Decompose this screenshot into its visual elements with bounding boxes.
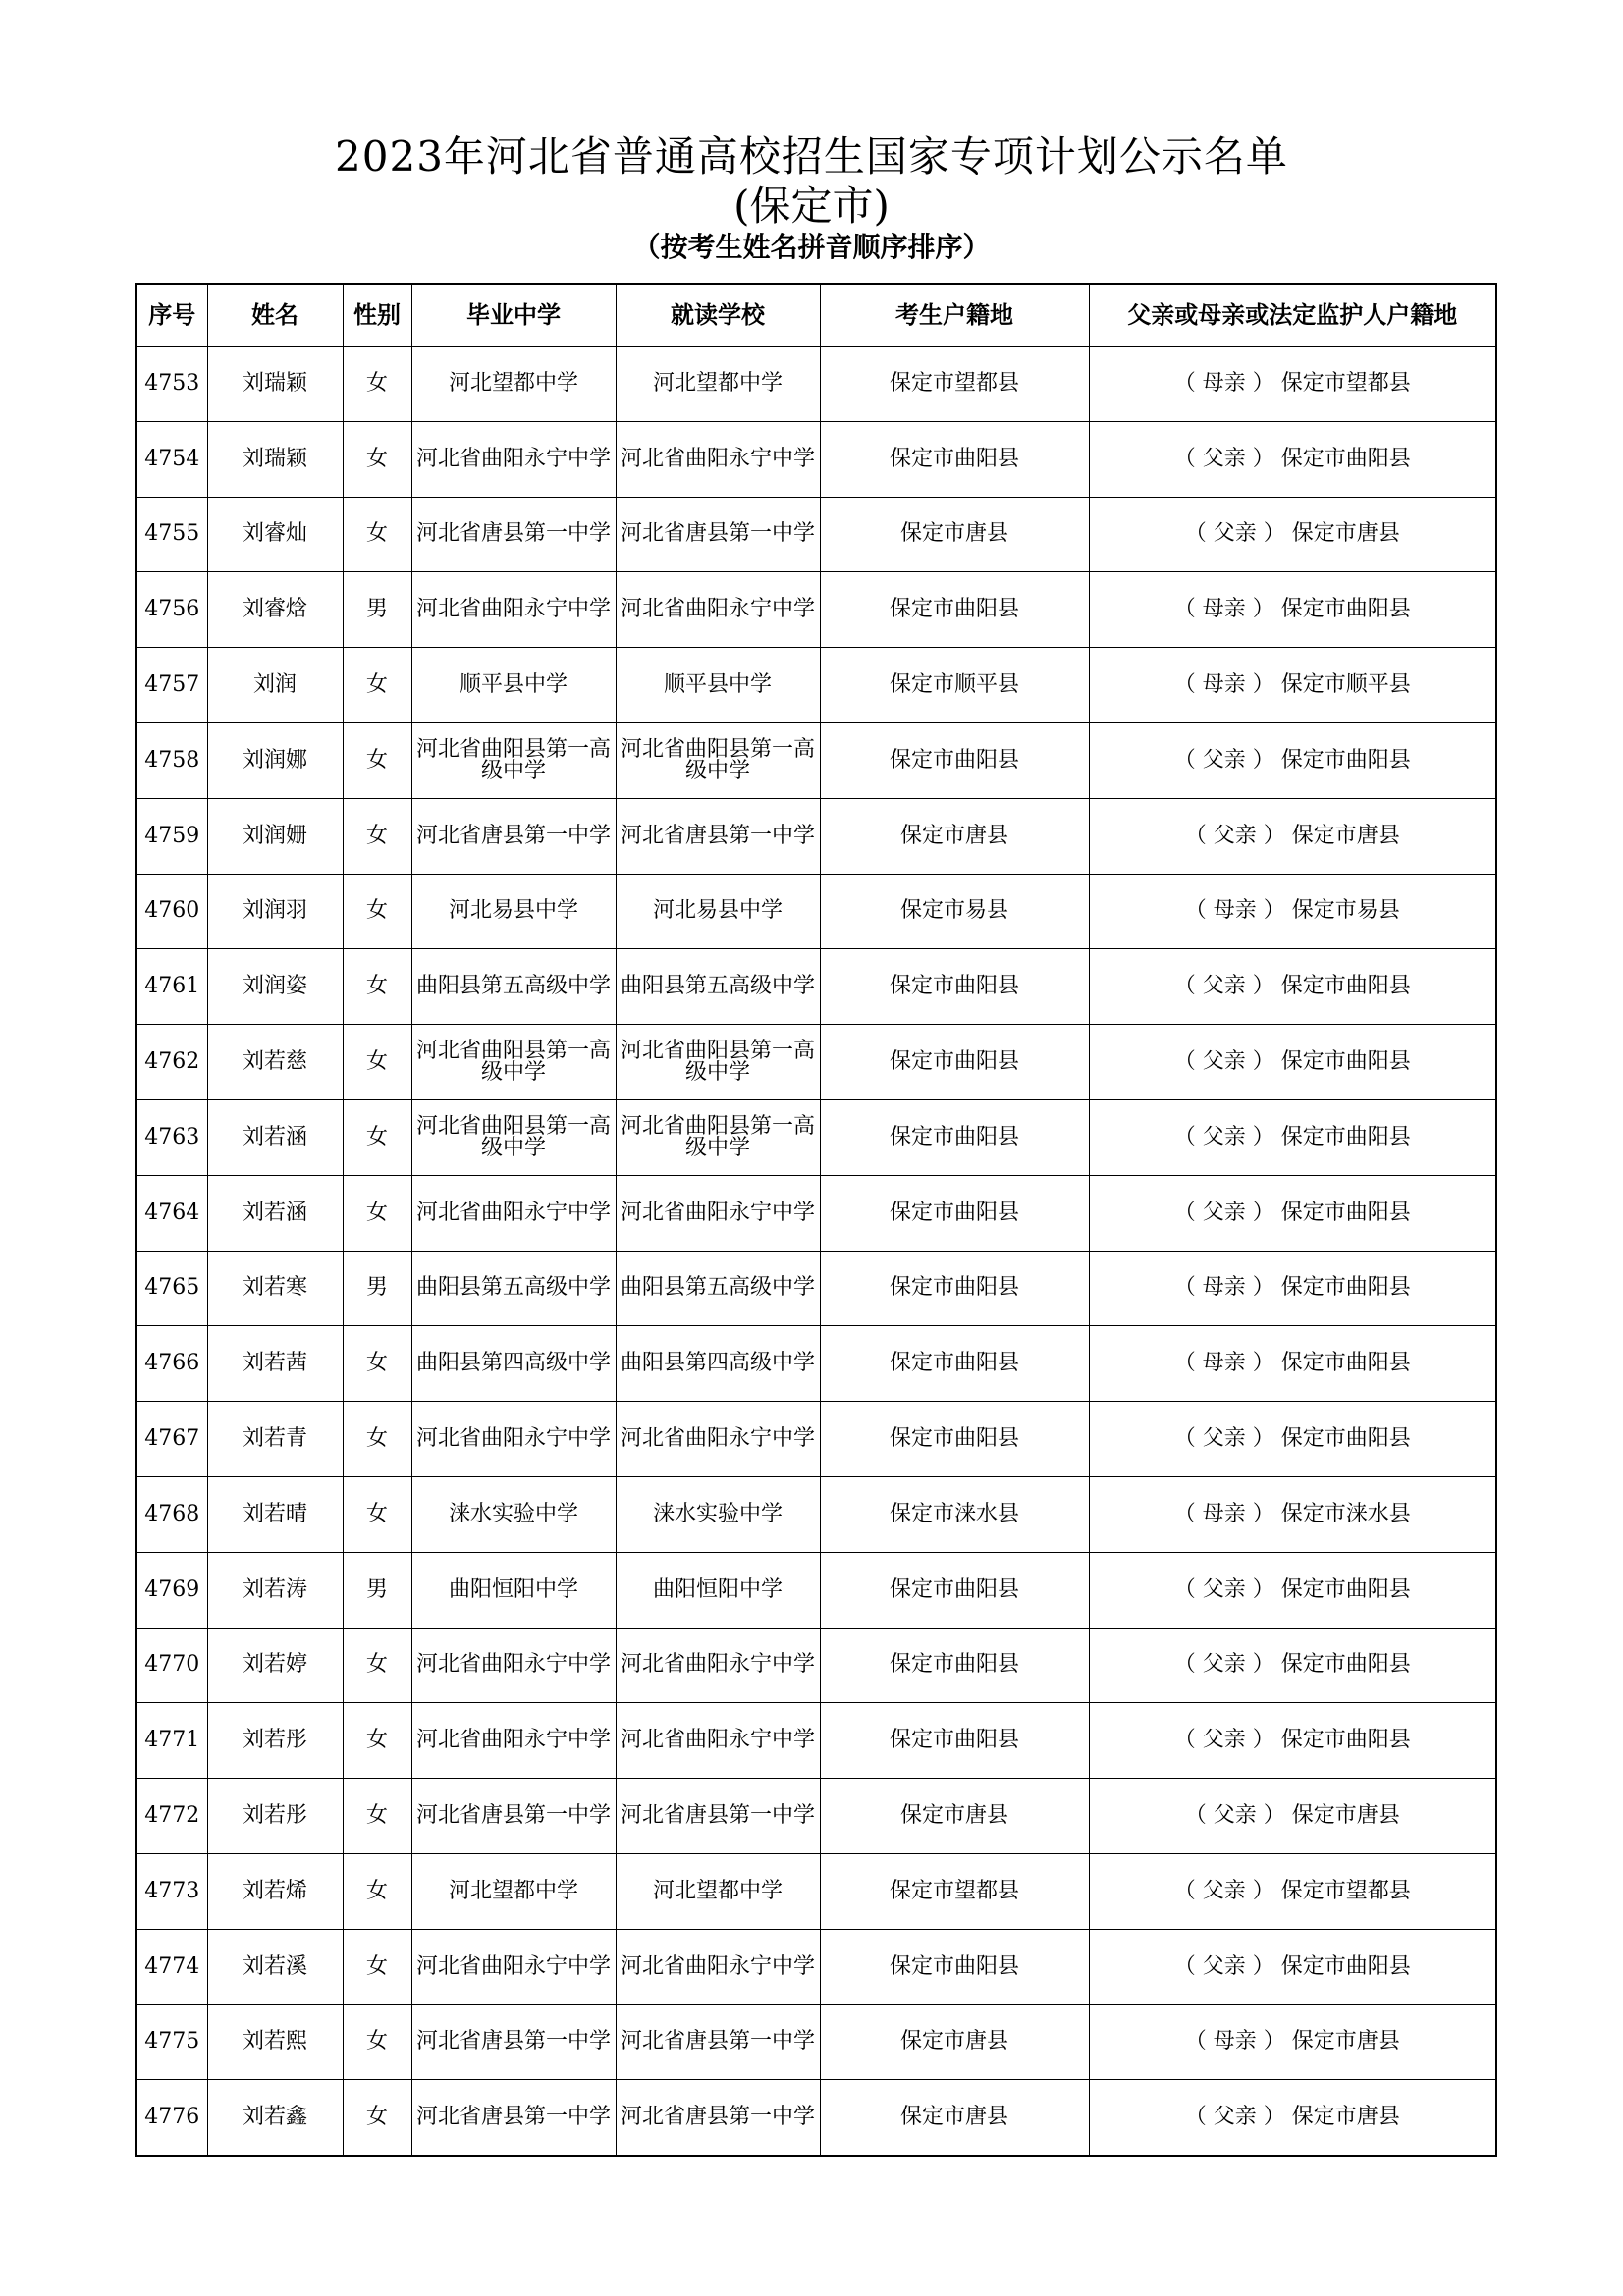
cell-hukou: 保定市曲阳县 <box>820 1628 1089 1703</box>
table-row <box>136 572 1496 648</box>
table-row <box>136 347 1496 422</box>
cell-sex: 女 <box>343 1853 411 1929</box>
cell-guardian-hukou: （ 母亲 ） 保定市涞水县 <box>1089 1476 1496 1552</box>
table-row <box>136 497 1496 572</box>
table-row <box>136 2004 1496 2080</box>
cell-grad-school: 顺平县中学 <box>411 648 616 723</box>
table-row <box>136 949 1496 1025</box>
cell-current-school: 河北易县中学 <box>616 874 820 949</box>
cell-current-school: 河北省唐县第一中学 <box>616 2004 820 2080</box>
cell-grad-school: 河北省曲阳永宁中学 <box>411 1628 616 1703</box>
table-row <box>136 1099 1496 1175</box>
table-row <box>136 2080 1496 2156</box>
cell-name: 刘若涵 <box>207 1175 343 1251</box>
cell-name: 刘瑞颖 <box>207 421 343 497</box>
cell-hukou: 保定市曲阳县 <box>820 572 1089 648</box>
cell-name: 刘润姗 <box>207 798 343 874</box>
cell-hukou: 保定市曲阳县 <box>820 1175 1089 1251</box>
cell-current-school: 河北省曲阳县第一高级中学 <box>616 1099 820 1175</box>
page-title: 2023年河北省普通高校招生国家专项计划公示名单 <box>335 133 1288 181</box>
cell-guardian-hukou: （ 父亲 ） 保定市唐县 <box>1089 2080 1496 2156</box>
header-guardian-hukou: 父亲或母亲或法定监护人户籍地 <box>1089 284 1496 347</box>
cell-no: 4763 <box>136 1099 207 1175</box>
table-row <box>136 1251 1496 1326</box>
cell-name: 刘若烯 <box>207 1853 343 1929</box>
cell-sex: 女 <box>343 2004 411 2080</box>
cell-grad-school: 河北省曲阳永宁中学 <box>411 1703 616 1779</box>
cell-sex: 女 <box>343 949 411 1025</box>
cell-hukou: 保定市曲阳县 <box>820 1552 1089 1628</box>
cell-grad-school: 曲阳县第五高级中学 <box>411 1251 616 1326</box>
cell-name: 刘若寒 <box>207 1251 343 1326</box>
cell-grad-school: 河北省曲阳县第一高级中学 <box>411 722 616 798</box>
cell-hukou: 保定市曲阳县 <box>820 722 1089 798</box>
cell-grad-school: 河北省曲阳永宁中学 <box>411 1402 616 1477</box>
cell-current-school: 曲阳县第四高级中学 <box>616 1326 820 1402</box>
cell-current-school: 河北省曲阳永宁中学 <box>616 1402 820 1477</box>
cell-no: 4764 <box>136 1175 207 1251</box>
cell-grad-school: 河北省唐县第一中学 <box>411 2004 616 2080</box>
cell-sex: 女 <box>343 421 411 497</box>
table-row <box>136 1326 1496 1402</box>
cell-current-school: 河北省曲阳永宁中学 <box>616 1628 820 1703</box>
cell-sex: 女 <box>343 497 411 572</box>
cell-guardian-hukou: （ 母亲 ） 保定市易县 <box>1089 874 1496 949</box>
cell-hukou: 保定市曲阳县 <box>820 1703 1089 1779</box>
table-row <box>136 874 1496 949</box>
cell-name: 刘若茜 <box>207 1326 343 1402</box>
cell-name: 刘睿灿 <box>207 497 343 572</box>
cell-no: 4767 <box>136 1402 207 1477</box>
cell-name: 刘若青 <box>207 1402 343 1477</box>
table-row <box>136 722 1496 798</box>
cell-hukou: 保定市唐县 <box>820 497 1089 572</box>
header-name: 姓名 <box>207 284 343 347</box>
cell-sex: 女 <box>343 1402 411 1477</box>
cell-sex: 女 <box>343 1476 411 1552</box>
cell-hukou: 保定市曲阳县 <box>820 1402 1089 1477</box>
cell-current-school: 曲阳县第五高级中学 <box>616 1251 820 1326</box>
cell-hukou: 保定市曲阳县 <box>820 949 1089 1025</box>
cell-current-school: 河北省曲阳县第一高级中学 <box>616 1025 820 1100</box>
cell-guardian-hukou: （ 母亲 ） 保定市曲阳县 <box>1089 572 1496 648</box>
cell-guardian-hukou: （ 父亲 ） 保定市唐县 <box>1089 497 1496 572</box>
cell-hukou: 保定市曲阳县 <box>820 421 1089 497</box>
cell-no: 4757 <box>136 648 207 723</box>
table-row <box>136 1929 1496 2004</box>
cell-guardian-hukou: （ 母亲 ） 保定市曲阳县 <box>1089 1251 1496 1326</box>
cell-current-school: 曲阳恒阳中学 <box>616 1552 820 1628</box>
cell-guardian-hukou: （ 父亲 ） 保定市唐县 <box>1089 1779 1496 1854</box>
cell-current-school: 河北省曲阳永宁中学 <box>616 572 820 648</box>
cell-sex: 女 <box>343 1703 411 1779</box>
table-row <box>136 1025 1496 1100</box>
cell-name: 刘润娜 <box>207 722 343 798</box>
page-subtitle: (保定市) <box>733 182 890 230</box>
table-row <box>136 1402 1496 1477</box>
header-current-school: 就读学校 <box>616 284 820 347</box>
cell-grad-school: 河北望都中学 <box>411 347 616 422</box>
cell-name: 刘若鑫 <box>207 2080 343 2156</box>
cell-current-school: 河北省曲阳永宁中学 <box>616 421 820 497</box>
cell-hukou: 保定市易县 <box>820 874 1089 949</box>
cell-no: 4762 <box>136 1025 207 1100</box>
table-row <box>136 421 1496 497</box>
cell-guardian-hukou: （ 父亲 ） 保定市曲阳县 <box>1089 1025 1496 1100</box>
table-row <box>136 798 1496 874</box>
cell-sex: 女 <box>343 2080 411 2156</box>
cell-guardian-hukou: （ 父亲 ） 保定市曲阳县 <box>1089 1099 1496 1175</box>
cell-current-school: 顺平县中学 <box>616 648 820 723</box>
cell-sex: 女 <box>343 1326 411 1402</box>
cell-name: 刘若溪 <box>207 1929 343 2004</box>
table-row <box>136 1703 1496 1779</box>
cell-sex: 女 <box>343 1025 411 1100</box>
cell-grad-school: 河北省曲阳永宁中学 <box>411 572 616 648</box>
cell-grad-school: 河北省唐县第一中学 <box>411 2080 616 2156</box>
table-row <box>136 1779 1496 1854</box>
cell-no: 4756 <box>136 572 207 648</box>
cell-no: 4761 <box>136 949 207 1025</box>
cell-no: 4772 <box>136 1779 207 1854</box>
cell-current-school: 河北省曲阳永宁中学 <box>616 1929 820 2004</box>
cell-guardian-hukou: （ 父亲 ） 保定市曲阳县 <box>1089 1703 1496 1779</box>
cell-no: 4770 <box>136 1628 207 1703</box>
cell-sex: 男 <box>343 1251 411 1326</box>
cell-guardian-hukou: （ 父亲 ） 保定市曲阳县 <box>1089 1402 1496 1477</box>
cell-grad-school: 河北省曲阳永宁中学 <box>411 1929 616 2004</box>
cell-name: 刘润羽 <box>207 874 343 949</box>
cell-name: 刘瑞颖 <box>207 347 343 422</box>
cell-current-school: 河北省唐县第一中学 <box>616 1779 820 1854</box>
cell-no: 4765 <box>136 1251 207 1326</box>
cell-sex: 女 <box>343 347 411 422</box>
header-grad-school: 毕业中学 <box>411 284 616 347</box>
cell-hukou: 保定市曲阳县 <box>820 1251 1089 1326</box>
cell-name: 刘若涵 <box>207 1099 343 1175</box>
cell-current-school: 河北望都中学 <box>616 1853 820 1929</box>
cell-hukou: 保定市曲阳县 <box>820 1326 1089 1402</box>
cell-name: 刘若慈 <box>207 1025 343 1100</box>
cell-no: 4769 <box>136 1552 207 1628</box>
table-row <box>136 1476 1496 1552</box>
cell-hukou: 保定市唐县 <box>820 2004 1089 2080</box>
cell-grad-school: 河北省唐县第一中学 <box>411 1779 616 1854</box>
cell-grad-school: 曲阳县第四高级中学 <box>411 1326 616 1402</box>
cell-sex: 女 <box>343 1175 411 1251</box>
sort-note: （按考生姓名拼音顺序排序） <box>632 231 991 263</box>
cell-current-school: 河北省曲阳县第一高级中学 <box>616 722 820 798</box>
cell-grad-school: 河北省曲阳县第一高级中学 <box>411 1099 616 1175</box>
cell-no: 4759 <box>136 798 207 874</box>
cell-no: 4758 <box>136 722 207 798</box>
cell-grad-school: 河北省曲阳永宁中学 <box>411 1175 616 1251</box>
cell-current-school: 河北望都中学 <box>616 347 820 422</box>
cell-no: 4766 <box>136 1326 207 1402</box>
table-row <box>136 1628 1496 1703</box>
cell-hukou: 保定市唐县 <box>820 798 1089 874</box>
cell-current-school: 河北省曲阳永宁中学 <box>616 1703 820 1779</box>
cell-grad-school: 河北望都中学 <box>411 1853 616 1929</box>
cell-guardian-hukou: （ 母亲 ） 保定市顺平县 <box>1089 648 1496 723</box>
cell-current-school: 涞水实验中学 <box>616 1476 820 1552</box>
header-row <box>136 284 1496 347</box>
cell-hukou: 保定市曲阳县 <box>820 1025 1089 1100</box>
cell-no: 4773 <box>136 1853 207 1929</box>
cell-no: 4774 <box>136 1929 207 2004</box>
cell-current-school: 河北省唐县第一中学 <box>616 497 820 572</box>
table-row <box>136 648 1496 723</box>
cell-hukou: 保定市望都县 <box>820 1853 1089 1929</box>
cell-no: 4753 <box>136 347 207 422</box>
cell-hukou: 保定市顺平县 <box>820 648 1089 723</box>
cell-sex: 男 <box>343 572 411 648</box>
cell-sex: 女 <box>343 798 411 874</box>
cell-name: 刘若彤 <box>207 1703 343 1779</box>
cell-guardian-hukou: （ 父亲 ） 保定市曲阳县 <box>1089 1628 1496 1703</box>
cell-guardian-hukou: （ 父亲 ） 保定市唐县 <box>1089 798 1496 874</box>
cell-name: 刘若熙 <box>207 2004 343 2080</box>
cell-grad-school: 河北省曲阳县第一高级中学 <box>411 1025 616 1100</box>
cell-no: 4760 <box>136 874 207 949</box>
header-no: 序号 <box>136 284 207 347</box>
cell-sex: 女 <box>343 874 411 949</box>
cell-sex: 女 <box>343 1628 411 1703</box>
cell-sex: 女 <box>343 1099 411 1175</box>
cell-current-school: 河北省曲阳永宁中学 <box>616 1175 820 1251</box>
cell-name: 刘若彤 <box>207 1779 343 1854</box>
cell-guardian-hukou: （ 父亲 ） 保定市曲阳县 <box>1089 421 1496 497</box>
cell-grad-school: 河北省唐县第一中学 <box>411 497 616 572</box>
cell-guardian-hukou: （ 父亲 ） 保定市望都县 <box>1089 1853 1496 1929</box>
cell-hukou: 保定市唐县 <box>820 1779 1089 1854</box>
cell-name: 刘若晴 <box>207 1476 343 1552</box>
cell-sex: 女 <box>343 1779 411 1854</box>
cell-name: 刘润姿 <box>207 949 343 1025</box>
cell-no: 4754 <box>136 421 207 497</box>
cell-hukou: 保定市唐县 <box>820 2080 1089 2156</box>
cell-grad-school: 曲阳恒阳中学 <box>411 1552 616 1628</box>
cell-grad-school: 曲阳县第五高级中学 <box>411 949 616 1025</box>
cell-grad-school: 河北易县中学 <box>411 874 616 949</box>
cell-current-school: 河北省唐县第一中学 <box>616 2080 820 2156</box>
cell-name: 刘睿焓 <box>207 572 343 648</box>
cell-guardian-hukou: （ 母亲 ） 保定市唐县 <box>1089 2004 1496 2080</box>
cell-no: 4775 <box>136 2004 207 2080</box>
header-hukou: 考生户籍地 <box>820 284 1089 347</box>
cell-current-school: 曲阳县第五高级中学 <box>616 949 820 1025</box>
cell-current-school: 河北省唐县第一中学 <box>616 798 820 874</box>
cell-guardian-hukou: （ 父亲 ） 保定市曲阳县 <box>1089 722 1496 798</box>
cell-grad-school: 河北省唐县第一中学 <box>411 798 616 874</box>
cell-sex: 女 <box>343 648 411 723</box>
header-sex: 性别 <box>343 284 411 347</box>
cell-guardian-hukou: （ 父亲 ） 保定市曲阳县 <box>1089 1929 1496 2004</box>
cell-sex: 男 <box>343 1552 411 1628</box>
table-row <box>136 1853 1496 1929</box>
cell-name: 刘若涛 <box>207 1552 343 1628</box>
roster-table <box>135 283 1497 2157</box>
cell-guardian-hukou: （ 父亲 ） 保定市曲阳县 <box>1089 949 1496 1025</box>
cell-hukou: 保定市曲阳县 <box>820 1929 1089 2004</box>
cell-sex: 女 <box>343 1929 411 2004</box>
cell-guardian-hukou: （ 母亲 ） 保定市望都县 <box>1089 347 1496 422</box>
cell-name: 刘若婷 <box>207 1628 343 1703</box>
cell-no: 4768 <box>136 1476 207 1552</box>
cell-no: 4755 <box>136 497 207 572</box>
cell-hukou: 保定市曲阳县 <box>820 1099 1089 1175</box>
cell-no: 4776 <box>136 2080 207 2156</box>
cell-sex: 女 <box>343 722 411 798</box>
cell-guardian-hukou: （ 母亲 ） 保定市曲阳县 <box>1089 1326 1496 1402</box>
cell-hukou: 保定市望都县 <box>820 347 1089 422</box>
cell-no: 4771 <box>136 1703 207 1779</box>
cell-guardian-hukou: （ 父亲 ） 保定市曲阳县 <box>1089 1552 1496 1628</box>
table-row <box>136 1552 1496 1628</box>
cell-hukou: 保定市涞水县 <box>820 1476 1089 1552</box>
cell-guardian-hukou: （ 父亲 ） 保定市曲阳县 <box>1089 1175 1496 1251</box>
roster-body <box>136 347 1496 2157</box>
cell-grad-school: 涞水实验中学 <box>411 1476 616 1552</box>
cell-grad-school: 河北省曲阳永宁中学 <box>411 421 616 497</box>
cell-name: 刘润 <box>207 648 343 723</box>
table-row <box>136 1175 1496 1251</box>
